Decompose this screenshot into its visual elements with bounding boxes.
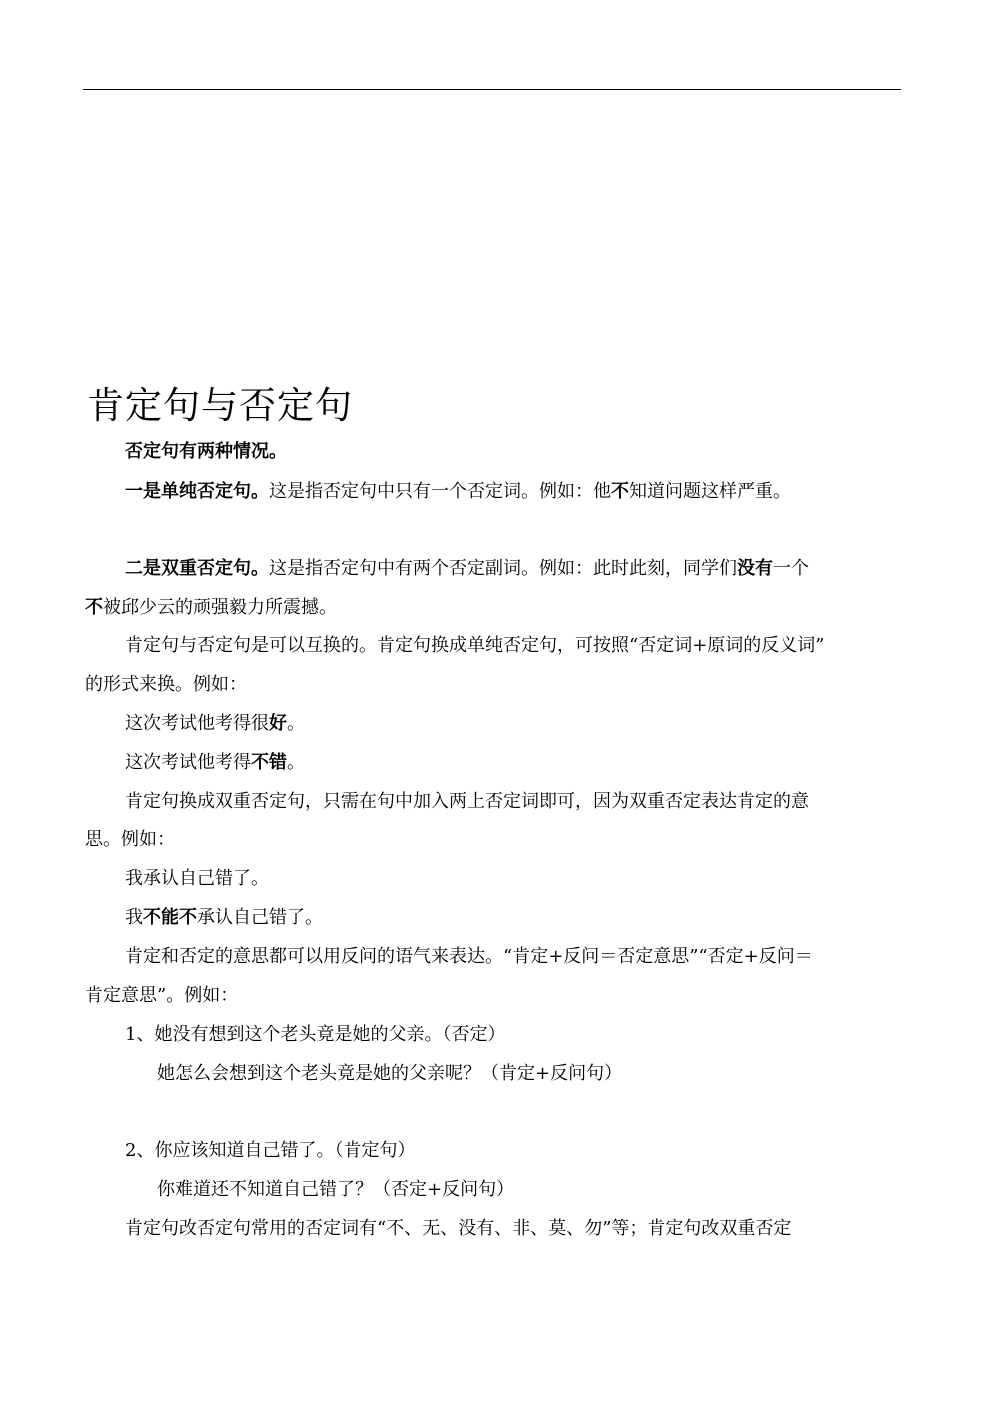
bold-text: 好 bbox=[269, 713, 287, 734]
bold-text: 一是单纯否定句。 bbox=[125, 481, 269, 502]
paragraph-line bbox=[125, 867, 269, 891]
text: 。 bbox=[287, 752, 305, 773]
paragraph-line bbox=[85, 596, 337, 620]
bold-text: 否定句有两种情况。 bbox=[125, 441, 287, 462]
text: 这次考试他考得 bbox=[125, 752, 251, 773]
paragraph-line bbox=[125, 751, 305, 775]
bold-text: 不能不 bbox=[143, 907, 197, 928]
paragraph-line bbox=[85, 828, 175, 852]
paragraph-line bbox=[157, 1062, 622, 1086]
text: 我承认自己错了。 bbox=[125, 868, 269, 889]
text: 被邱少云的顽强毅力所震撼。 bbox=[103, 597, 337, 618]
text: 承认自己错了。 bbox=[197, 907, 323, 928]
text: 你难道还不知道自己错了？（否定+反问句） bbox=[157, 1179, 515, 1200]
paragraph-line bbox=[125, 480, 791, 504]
text: 。 bbox=[287, 713, 305, 734]
bold-text: 二是双重否定句。 bbox=[125, 558, 269, 579]
paragraph-line bbox=[85, 984, 238, 1008]
text: 的形式来换。例如： bbox=[85, 674, 247, 695]
paragraph-line bbox=[125, 634, 824, 658]
paragraph-line bbox=[125, 906, 323, 930]
paragraph-line bbox=[125, 712, 305, 736]
text: 这是指否定句中有两个否定副词。例如：此时此刻，同学们 bbox=[269, 558, 737, 579]
text: 肯定句改否定句常用的否定词有“不、无、没有、非、莫、勿”等；肯定句改双重否定 bbox=[125, 1218, 792, 1239]
bold-text: 不 bbox=[611, 481, 629, 502]
text: 一个 bbox=[773, 558, 809, 579]
paragraph-line bbox=[125, 790, 809, 814]
text: 我 bbox=[125, 907, 143, 928]
text: 2、你应该知道自己错了。（肯定句） bbox=[125, 1140, 416, 1161]
paragraph-line bbox=[125, 1217, 791, 1241]
paragraph-line bbox=[125, 557, 809, 581]
text: 她怎么会想到这个老头竟是她的父亲呢？（肯定+反问句） bbox=[157, 1063, 623, 1084]
paragraph-line bbox=[157, 1178, 514, 1202]
text: 1、她没有想到这个老头竟是她的父亲。（否定） bbox=[125, 1024, 506, 1045]
page-title: 肯定句与否定句 bbox=[87, 384, 353, 427]
text: 这次考试他考得很 bbox=[125, 713, 269, 734]
text: 肯定句与否定句是可以互换的。肯定句换成单纯否定句，可按照“否定词+原词的反义词” bbox=[125, 635, 825, 656]
paragraph-line bbox=[125, 945, 813, 969]
paragraph-line bbox=[125, 1023, 505, 1047]
paragraph-line bbox=[85, 673, 247, 697]
bold-text: 没有 bbox=[737, 558, 773, 579]
text: 肯定和否定的意思都可以用反问的语气来表达。“肯定+反问＝否定意思”“否定+反问＝ bbox=[125, 946, 813, 967]
paragraph-line bbox=[125, 440, 287, 464]
text: 这是指否定句中只有一个否定词。例如：他 bbox=[269, 481, 611, 502]
bold-text: 不 bbox=[85, 597, 103, 618]
header-rule bbox=[83, 89, 901, 90]
text: 肯定意思”。例如： bbox=[85, 985, 239, 1006]
paragraph-line bbox=[125, 1139, 415, 1163]
text: 思。例如： bbox=[85, 829, 175, 850]
bold-text: 不错 bbox=[251, 752, 287, 773]
text: 知道问题这样严重。 bbox=[629, 481, 791, 502]
text: 肯定句换成双重否定句，只需在句中加入两上否定词即可，因为双重否定表达肯定的意 bbox=[125, 791, 809, 812]
